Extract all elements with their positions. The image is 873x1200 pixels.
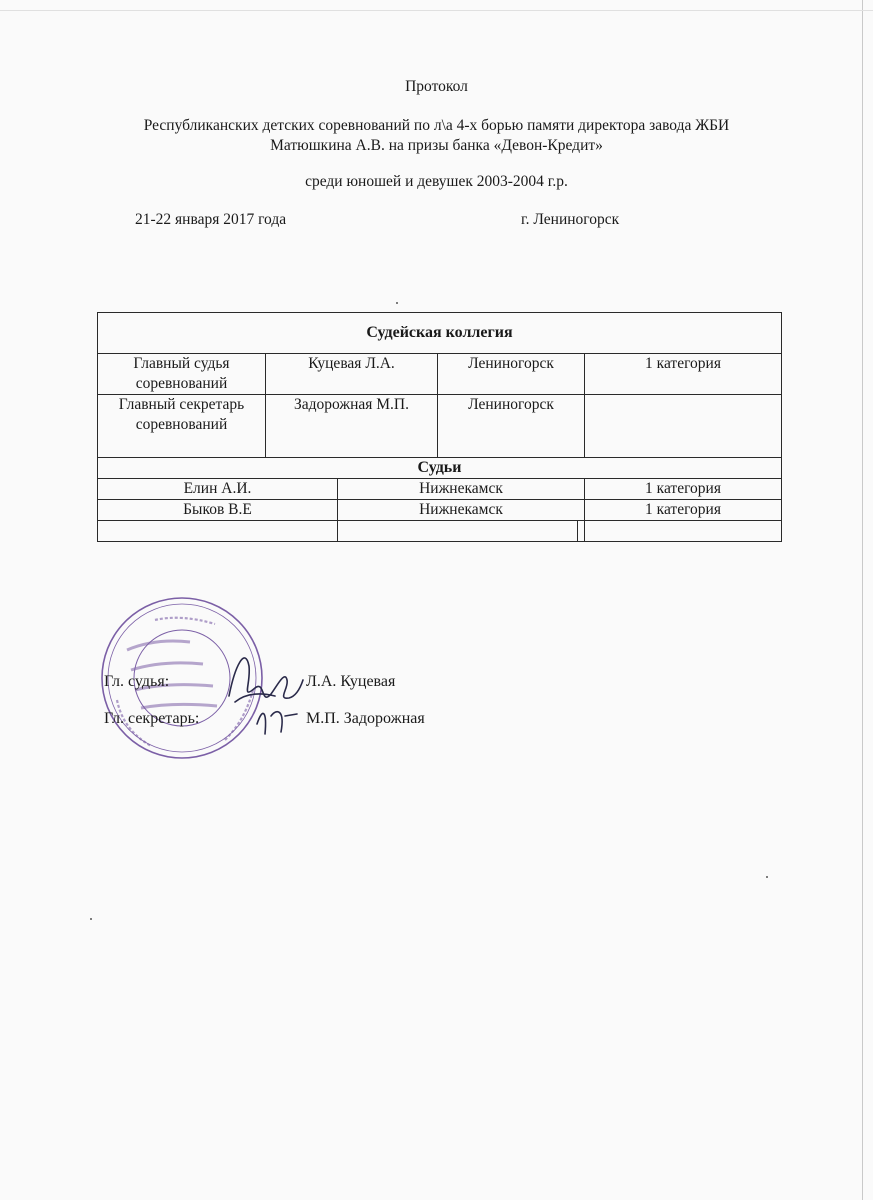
- table-row: [98, 395, 782, 458]
- scan-speck: [90, 918, 92, 920]
- official-name: Задорожная М.П.: [266, 395, 438, 458]
- scan-speck: [396, 302, 398, 304]
- judge-category: 1 категория: [585, 479, 782, 500]
- jury-table: [97, 312, 782, 542]
- chief-judge-name: Л.А. Куцевая: [306, 673, 396, 690]
- chief-judge-signature: [215, 636, 315, 746]
- official-role: Главный судья соревнований: [98, 354, 266, 395]
- official-city: Лениногорск: [438, 395, 585, 458]
- scan-speck: [766, 876, 768, 878]
- secretary-label: Гл. секретарь:: [104, 710, 200, 727]
- judge-name: Быков В.Е: [98, 500, 338, 521]
- judge-name: Елин А.И.: [98, 479, 338, 500]
- table-row: [98, 354, 782, 395]
- jury-table-title: Судейская коллегия: [98, 313, 782, 354]
- document-title: Протокол: [405, 78, 468, 95]
- table-row: [98, 521, 782, 542]
- participants-line: среди юношей и девушек 2003-2004 г.р.: [305, 173, 568, 190]
- event-city: г. Лениногорск: [521, 211, 620, 228]
- judge-city: Нижнекамск: [338, 500, 585, 521]
- event-date: 21-22 января 2017 года: [135, 211, 287, 228]
- event-description: [0, 116, 873, 156]
- page-edge: [0, 10, 873, 11]
- event-line-1: Республиканских детских соревнований по л\а 4-х борью памяти директора завода ЖБИ: [143, 117, 730, 134]
- empty-cell: [585, 521, 782, 542]
- table-row: [98, 500, 782, 521]
- official-category: 1 категория: [585, 354, 782, 395]
- empty-cell: [578, 521, 585, 542]
- secretary-name: М.П. Задорожная: [306, 710, 425, 727]
- empty-cell: [98, 521, 338, 542]
- judges-section-title: Судьи: [98, 458, 782, 479]
- event-line-2: Матюшкина А.В. на призы банка «Девон-Кредит»: [270, 137, 603, 154]
- table-row: [98, 479, 782, 500]
- official-role: Главный секретарь соревнований: [98, 395, 266, 458]
- judge-category: 1 категория: [585, 500, 782, 521]
- empty-cell: [338, 521, 578, 542]
- official-category: [585, 395, 782, 458]
- official-city: Лениногорск: [438, 354, 585, 395]
- judge-city: Нижнекамск: [338, 479, 585, 500]
- chief-judge-label: Гл. судья:: [104, 673, 170, 690]
- official-name: Куцевая Л.А.: [266, 354, 438, 395]
